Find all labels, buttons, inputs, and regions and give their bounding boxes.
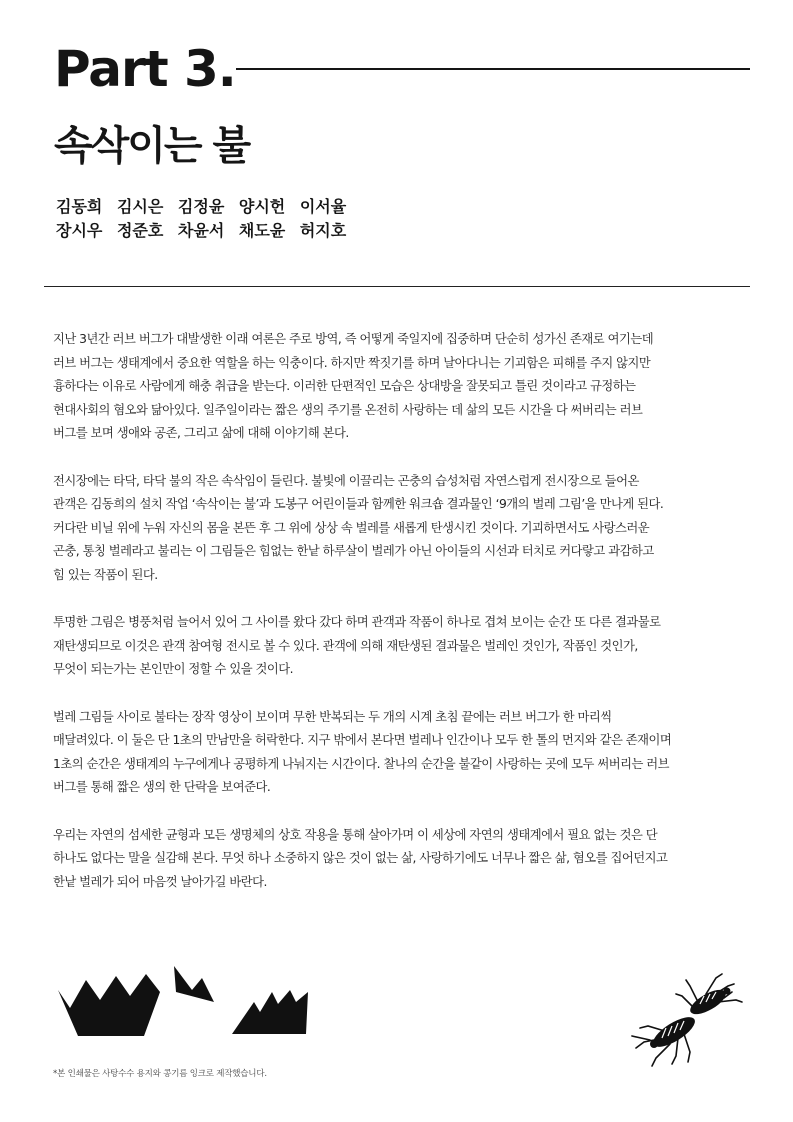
text-line: 재탄생되므로 이것은 관객 참여형 전시로 볼 수 있다. 관객에 의해 재탄생된 결과물은 벌레인 것인가, 작품인 것인가, bbox=[53, 638, 638, 653]
participant-name: 채도윤 bbox=[238, 221, 286, 240]
footnote: *본 인쇄물은 사탕수수 용지와 콩기름 잉크로 제작했습니다. bbox=[53, 1069, 267, 1079]
crown-shape-middle bbox=[174, 966, 214, 1002]
crown-shape-right bbox=[232, 990, 308, 1034]
participant-name: 차윤서 bbox=[177, 221, 225, 240]
header-divider bbox=[44, 286, 750, 287]
part-label: Part 3. bbox=[54, 40, 236, 98]
participant-name: 김정윤 bbox=[177, 197, 225, 216]
text-line: 전시장에는 타닥, 타닥 불의 작은 속삭임이 들린다. 불빛에 이끌리는 곤충의 습성처럼 자연스럽게 전시장으로 들어온 bbox=[53, 473, 639, 488]
love-bug-pair-icon bbox=[628, 972, 748, 1068]
participant-name: 이서율 bbox=[299, 197, 347, 216]
participant-name: 양시헌 bbox=[238, 197, 286, 216]
participant-name: 허지호 bbox=[299, 221, 347, 240]
paragraph bbox=[53, 824, 743, 895]
text-line: 우리는 자연의 섬세한 균형과 모든 생명체의 상호 작용을 통해 살아가며 이 세상에 자연의 생태계에서 필요 없는 것은 단 bbox=[53, 827, 658, 842]
body-text bbox=[53, 328, 743, 918]
participant-name: 김시은 bbox=[116, 197, 164, 216]
text-line: 투명한 그림은 병풍처럼 늘어서 있어 그 사이를 왔다 갔다 하며 관객과 작품이 하나로 겹쳐 보이는 순간 또 다른 결과물로 bbox=[53, 615, 661, 629]
paragraph bbox=[53, 706, 743, 800]
participant-list bbox=[56, 195, 355, 243]
text-line: 커다란 비닐 위에 누워 자신의 몸을 본뜬 후 그 위에 상상 속 벌레를 새롭게 탄생시킨 것이다. 기괴하면서도 사랑스러운 bbox=[53, 520, 650, 535]
crown-shape-left bbox=[58, 974, 160, 1036]
text-line: 한낱 벌레가 되어 마음껏 날아가길 바란다. bbox=[53, 874, 267, 889]
participant-row-2 bbox=[56, 219, 355, 243]
text-line: 흉하다는 이유로 사람에게 해충 취급을 받는다. 이러한 단편적인 모습은 상대방을 잘못되고 틀린 것이라고 규정하는 bbox=[53, 379, 636, 393]
text-line: 1초의 순간은 생태계의 누구에게나 공평하게 나눠지는 시간이다. 찰나의 순간을 불같이 사랑하는 곳에 모두 써버리는 러브 bbox=[53, 756, 670, 771]
text-line: 하나도 없다는 말을 실감해 본다. 무엇 하나 소중하지 않은 것이 없는 삶, 사랑하기에도 너무나 짧은 삶, 혐오를 집어던지고 bbox=[53, 851, 668, 865]
participant-name: 장시우 bbox=[56, 221, 103, 240]
page-title: 속삭이는 불 bbox=[54, 123, 250, 169]
paragraph bbox=[53, 328, 743, 446]
flame-crown-icon bbox=[56, 962, 316, 1042]
participant-name: 정준호 bbox=[116, 221, 164, 240]
text-line: 곤충, 통칭 벌레라고 불리는 이 그림들은 힘없는 한낱 하루살이 벌레가 아닌 아이들의 시선과 터치로 커다랗고 과감하고 bbox=[53, 544, 654, 558]
text-line: 현대사회의 혐오와 닮아있다. 일주일이라는 짧은 생의 주기를 온전히 사랑하는 데 삶의 모든 시간을 다 써버리는 러브 bbox=[53, 402, 643, 417]
participant-row-1 bbox=[56, 195, 355, 219]
text-line: 관객은 김동희의 설치 작업 ‘속삭이는 불’과 도봉구 어린이들과 함께한 워크숍 결과물인 ‘9개의 벌레 그림’을 만나게 된다. bbox=[53, 497, 664, 511]
text-line: 매달려있다. 이 둘은 단 1초의 만남만을 허락한다. 지구 밖에서 본다면 벌레나 인간이나 모두 한 톨의 먼지와 같은 존재이며 bbox=[53, 733, 672, 747]
text-line: 버그를 보며 생애와 공존, 그리고 삶에 대해 이야기해 본다. bbox=[53, 426, 349, 440]
part-title-rule bbox=[236, 68, 750, 70]
paragraph bbox=[53, 611, 743, 682]
text-line: 지난 3년간 러브 버그가 대발생한 이래 여론은 주로 방역, 즉 어떻게 죽일지에 집중하며 단순히 성가신 존재로 여기는데 bbox=[53, 332, 654, 346]
text-line: 벌레 그림들 사이로 불타는 장작 영상이 보이며 무한 반복되는 두 개의 시계 초침 끝에는 러브 버그가 한 마리씩 bbox=[53, 709, 612, 724]
text-line: 힘 있는 작품이 된다. bbox=[53, 567, 158, 582]
text-line: 무엇이 되는가는 본인만이 정할 수 있을 것이다. bbox=[53, 662, 294, 676]
paragraph bbox=[53, 470, 743, 588]
text-line: 버그를 통해 짧은 생의 한 단락을 보여준다. bbox=[53, 780, 271, 794]
text-line: 러브 버그는 생태계에서 중요한 역할을 하는 익충이다. 하지만 짝짓기를 하며 날아다니는 기괴함은 피해를 주지 않지만 bbox=[53, 355, 651, 370]
participant-name: 김동희 bbox=[56, 197, 103, 216]
